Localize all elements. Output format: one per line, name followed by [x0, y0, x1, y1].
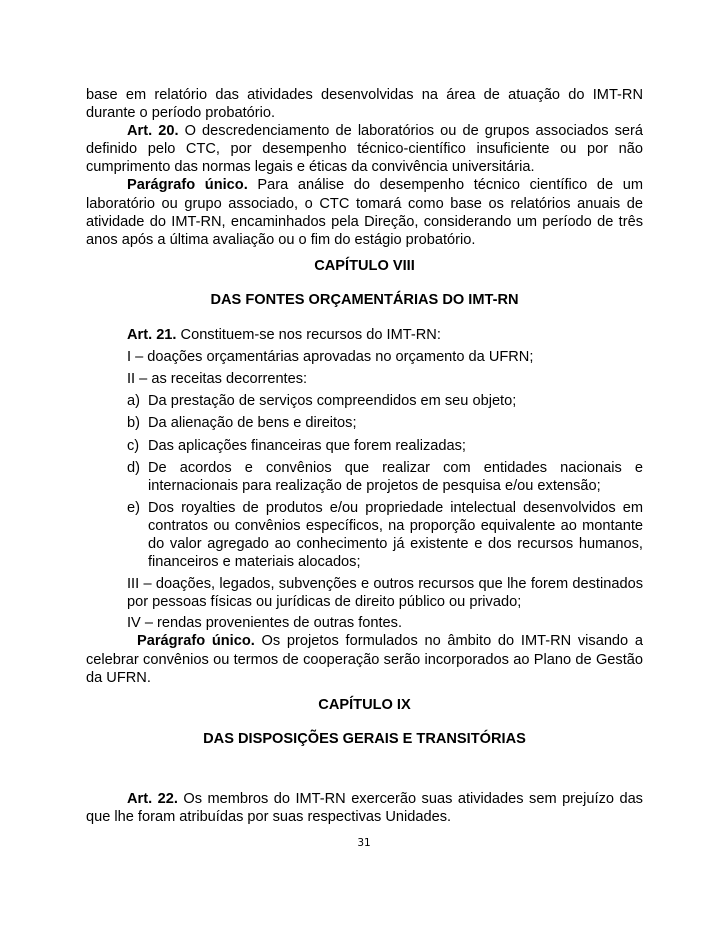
item-i: I – doações orçamentárias aprovadas no orçamento da UFRN;: [127, 349, 534, 366]
paragrafo-unico-1-text: Para análise do desempenho técnico científico de um laboratório ou grupo associado, o CTC tomará como base os relatórios anuais de atividade do IMT-RN, encaminhados pela Direção, considerando um período de três anos após a última avaliação ou o fim do estágio probatório.: [86, 177, 644, 248]
paragrafo-unico-2-text: Os projetos formulados no âmbito do IMT-RN visando a celebrar convênios ou termos de cooperação serão incorporados ao Plano de Gestão da UFRN.: [86, 633, 643, 686]
article-20-label: Art. 20.: [127, 123, 179, 140]
document-page: [86, 86, 643, 826]
sub-item-d: [127, 459, 643, 495]
article-21-label: Art. 21.: [127, 327, 177, 344]
article-22-label: Art. 22.: [127, 790, 178, 807]
sub-item-b-text: Da alienação de bens e direitos;: [148, 415, 357, 432]
article-20: [86, 122, 643, 176]
sub-item-b-key: b): [127, 415, 140, 432]
chapter-8-number: CAPÍTULO VIII: [314, 257, 415, 274]
chapter-9-title: DAS DISPOSIÇÕES GERAIS E TRANSITÓRIAS: [203, 730, 526, 747]
sub-item-a-text: Da prestação de serviços compreendidos em seu objeto;: [148, 393, 517, 410]
paragrafo-unico-2-label: Parágrafo único.: [137, 633, 255, 650]
sub-item-e-key: e): [127, 499, 140, 516]
paragrafo-unico-2: [86, 632, 643, 686]
chapter-9-number: CAPÍTULO IX: [318, 696, 411, 713]
item-ii: II – as receitas decorrentes:: [127, 371, 308, 388]
sub-item-c: [127, 437, 643, 455]
item-iv: IV – rendas provenientes de outras fontes.: [127, 615, 403, 632]
sub-item-d-key: d): [127, 459, 140, 476]
sub-item-c-text: Das aplicações financeiras que forem realizadas;: [148, 437, 466, 454]
page-number: 31: [357, 837, 371, 849]
paragrafo-unico-1-label: Parágrafo único.: [127, 177, 248, 194]
article-20-text: O descredenciamento de laboratórios ou de grupos associados será definido pelo CTC, por desempenho técnico-científico insuficiente ou por não cumprimento das normas legais e éticas da convivência universitária.: [86, 123, 643, 176]
paragrafo-unico-1: [86, 176, 643, 248]
chapter-8-title: DAS FONTES ORÇAMENTÁRIAS DO IMT-RN: [210, 291, 519, 308]
sub-item-c-key: c): [127, 437, 140, 454]
item-iii: III – doações, legados, subvenções e outros recursos que lhe forem destinados por pessoas físicas ou jurídicas de direito público ou privado;: [127, 576, 643, 611]
article-22-text: Os membros do IMT-RN exercerão suas atividades sem prejuízo das que lhe foram atribuídas por suas respectivas Unidades.: [86, 790, 643, 825]
article-22: [86, 790, 643, 826]
sub-item-e: [127, 499, 643, 571]
sub-item-a: [127, 392, 643, 410]
sub-item-a-key: a): [127, 393, 140, 410]
article-21: [86, 326, 643, 344]
continuation-paragraph: base em relatório das atividades desenvolvidas na área de atuação do IMT-RN durante o período probatório.: [86, 87, 643, 122]
sub-item-d-text: De acordos e convênios que realizar com entidades nacionais e internacionais para realização de projetos de pesquisa e/ou extensão;: [148, 459, 643, 494]
article-21-text: Constituem-se nos recursos do IMT-RN:: [176, 327, 441, 344]
sub-item-e-text: Dos royalties de produtos e/ou propriedade intelectual desenvolvidos em contratos ou convênios específicos, na proporção equivalente ao montante do valor agregado ao conhecimento já existente e dos recursos humanos, financeiros e materiais alocados;: [148, 499, 643, 571]
sub-item-b: [127, 414, 643, 432]
